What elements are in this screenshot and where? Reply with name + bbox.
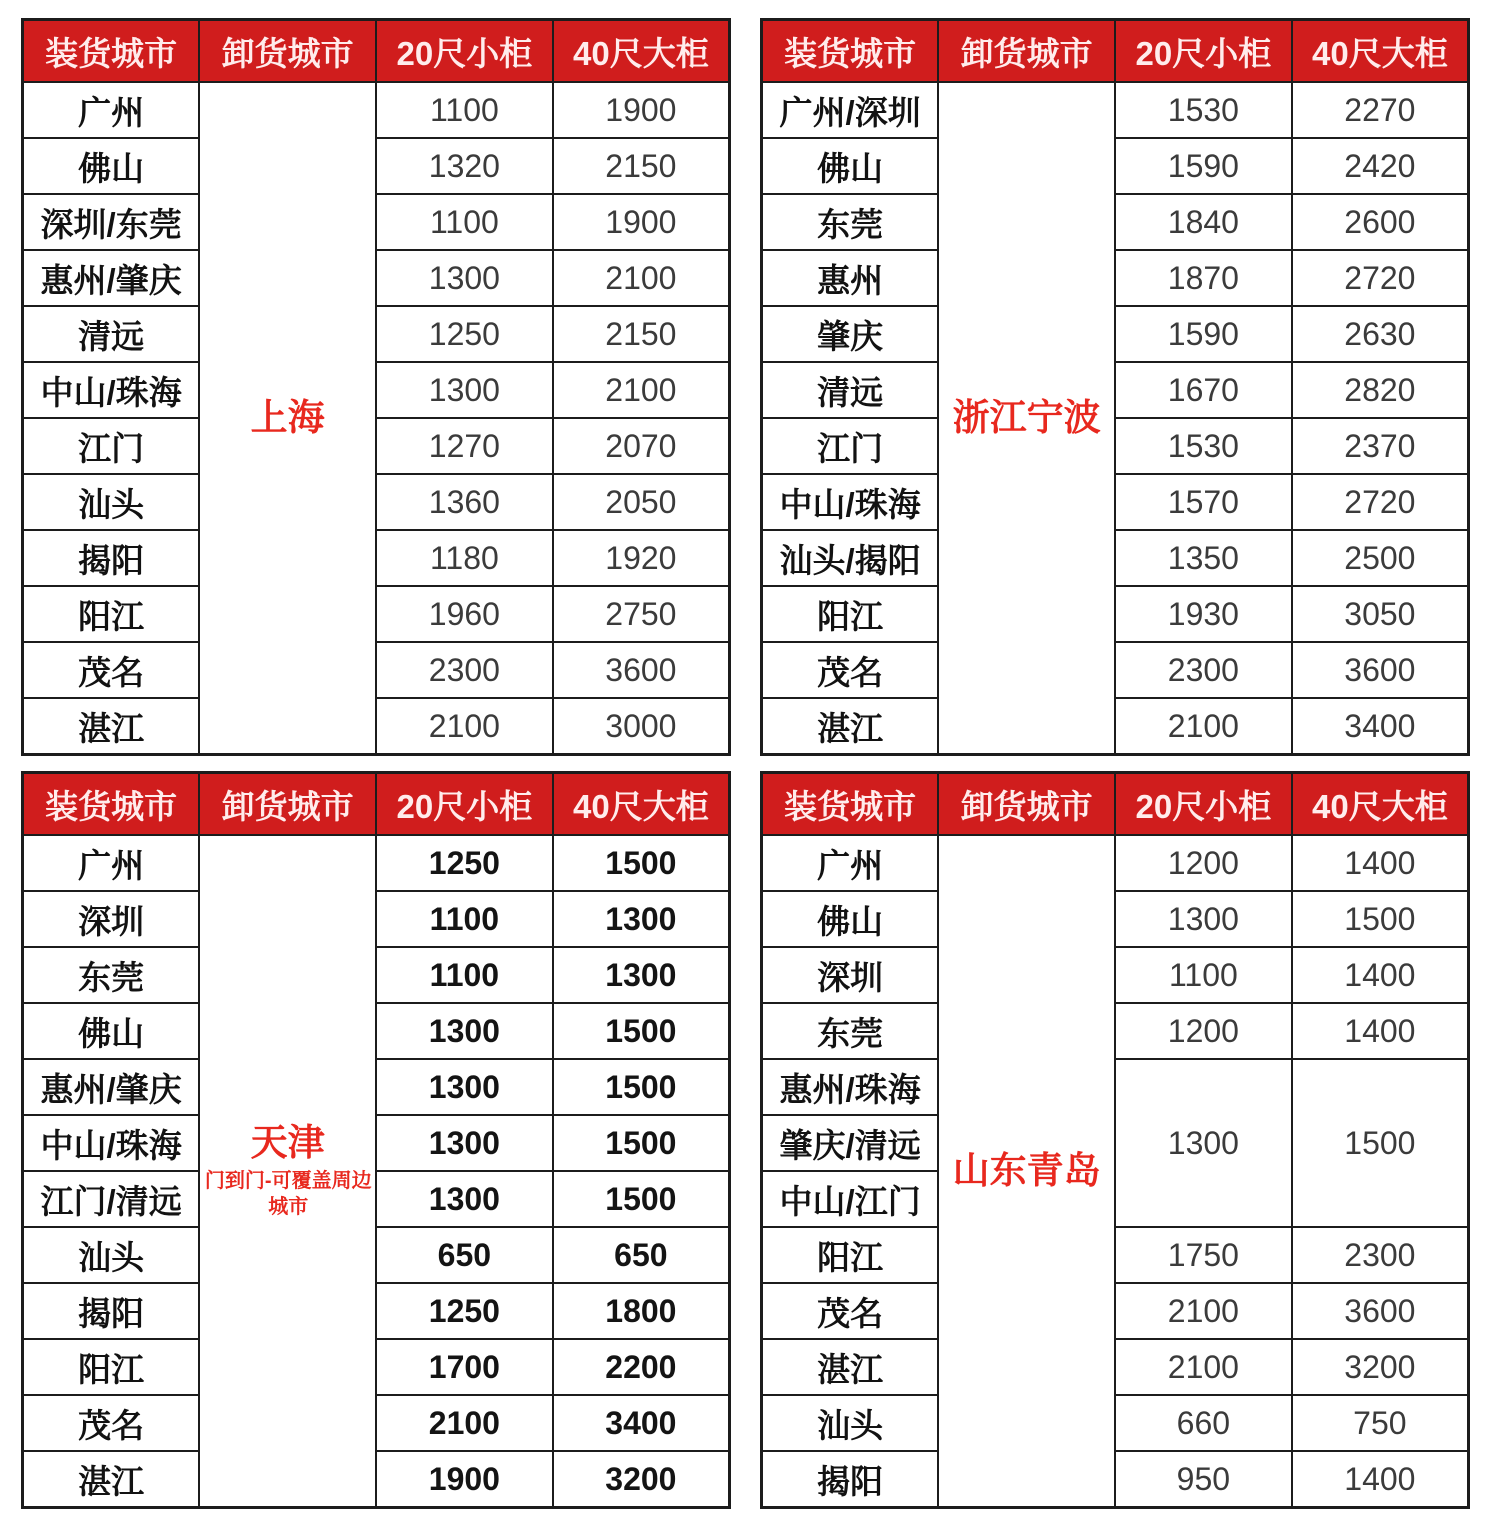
price-40ft-cell: 1500 xyxy=(553,1003,730,1059)
table-body xyxy=(23,835,730,1508)
table-row xyxy=(762,835,1469,891)
price-40ft-cell: 2270 xyxy=(1292,82,1469,138)
loading-city-cell: 广州 xyxy=(23,835,200,891)
price-20ft-cell: 1250 xyxy=(376,306,553,362)
price-40ft-cell: 1500 xyxy=(553,1171,730,1227)
table-row xyxy=(23,362,730,418)
price-20ft-cell: 1300 xyxy=(376,1059,553,1115)
price-40ft-cell: 2720 xyxy=(1292,474,1469,530)
table-row xyxy=(762,1003,1469,1059)
price-40ft-cell: 750 xyxy=(1292,1395,1469,1451)
price-20ft-cell: 1320 xyxy=(376,138,553,194)
loading-city-cell: 阳江 xyxy=(23,586,200,642)
loading-city-cell: 茂名 xyxy=(23,642,200,698)
loading-city-cell: 茂名 xyxy=(762,1283,939,1339)
unloading-city-cell xyxy=(938,82,1115,755)
table-row xyxy=(762,698,1469,755)
col-header-unloading-city: 卸货城市 xyxy=(938,773,1115,836)
price-20ft-cell: 1200 xyxy=(1115,1003,1292,1059)
loading-city-cell: 江门/清远 xyxy=(23,1171,200,1227)
table-row xyxy=(23,530,730,586)
loading-city-cell: 佛山 xyxy=(762,138,939,194)
price-40ft-cell: 2750 xyxy=(553,586,730,642)
price-40ft-cell: 1400 xyxy=(1292,835,1469,891)
table-row xyxy=(762,642,1469,698)
price-40ft-cell: 3000 xyxy=(553,698,730,755)
loading-city-cell: 广州 xyxy=(23,82,200,138)
price-40ft-cell: 3200 xyxy=(553,1451,730,1508)
loading-city-cell: 广州 xyxy=(762,835,939,891)
unloading-city-cell xyxy=(199,835,376,1508)
table-row xyxy=(762,530,1469,586)
table-row xyxy=(762,306,1469,362)
col-header-20ft-container: 20尺小柜 xyxy=(376,20,553,83)
price-20ft-cell: 1200 xyxy=(1115,835,1292,891)
loading-city-cell: 江门 xyxy=(762,418,939,474)
price-40ft-cell: 1500 xyxy=(553,1115,730,1171)
price-40ft-cell: 3050 xyxy=(1292,586,1469,642)
price-40ft-cell: 650 xyxy=(553,1227,730,1283)
header-row xyxy=(23,20,730,83)
table-row xyxy=(762,1059,1469,1115)
price-40ft-cell: 3600 xyxy=(553,642,730,698)
table-row xyxy=(23,1451,730,1508)
table-row xyxy=(23,1171,730,1227)
unloading-city-cell xyxy=(199,82,376,755)
price-40ft-cell: 1900 xyxy=(553,194,730,250)
loading-city-cell: 茂名 xyxy=(23,1395,200,1451)
price-20ft-cell: 2300 xyxy=(376,642,553,698)
price-20ft-cell: 1570 xyxy=(1115,474,1292,530)
price-20ft-cell: 1100 xyxy=(1115,947,1292,1003)
price-40ft-cell: 2150 xyxy=(553,306,730,362)
price-20ft-cell: 1100 xyxy=(376,891,553,947)
freight-table-tianjin xyxy=(21,771,731,1509)
table-row xyxy=(23,1059,730,1115)
col-header-loading-city: 装货城市 xyxy=(762,20,939,83)
col-header-unloading-city: 卸货城市 xyxy=(199,20,376,83)
loading-city-cell: 佛山 xyxy=(762,891,939,947)
table-row xyxy=(23,194,730,250)
table-row xyxy=(23,474,730,530)
price-40ft-cell: 3600 xyxy=(1292,1283,1469,1339)
col-header-loading-city: 装货城市 xyxy=(762,773,939,836)
table-row xyxy=(762,586,1469,642)
header-row xyxy=(762,773,1469,836)
table-row xyxy=(762,1451,1469,1508)
table-row xyxy=(762,194,1469,250)
col-header-40ft-container: 40尺大柜 xyxy=(553,20,730,83)
col-header-20ft-container: 20尺小柜 xyxy=(1115,773,1292,836)
table-row xyxy=(23,1283,730,1339)
loading-city-cell: 惠州/珠海 xyxy=(762,1059,939,1115)
price-20ft-cell: 1300 xyxy=(376,362,553,418)
loading-city-cell: 清远 xyxy=(762,362,939,418)
loading-city-cell: 深圳 xyxy=(23,891,200,947)
price-20ft-cell: 1100 xyxy=(376,947,553,1003)
price-20ft-cell: 1270 xyxy=(376,418,553,474)
price-20ft-cell: 1670 xyxy=(1115,362,1292,418)
unloading-city-cell xyxy=(938,835,1115,1508)
table-row xyxy=(762,250,1469,306)
price-20ft-cell: 2300 xyxy=(1115,642,1292,698)
table-row xyxy=(762,947,1469,1003)
loading-city-cell: 湛江 xyxy=(762,1339,939,1395)
table-row xyxy=(762,1227,1469,1283)
table-row xyxy=(23,835,730,891)
table-row xyxy=(23,642,730,698)
price-40ft-cell: 2050 xyxy=(553,474,730,530)
price-40ft-cell: 3400 xyxy=(1292,698,1469,755)
price-20ft-cell: 2100 xyxy=(376,1395,553,1451)
loading-city-cell: 东莞 xyxy=(762,194,939,250)
loading-city-cell: 湛江 xyxy=(23,698,200,755)
price-40ft-cell: 1500 xyxy=(1292,1059,1469,1227)
price-20ft-cell: 1300 xyxy=(1115,1059,1292,1227)
price-20ft-cell: 1350 xyxy=(1115,530,1292,586)
price-40ft-cell: 1300 xyxy=(553,947,730,1003)
loading-city-cell: 江门 xyxy=(23,418,200,474)
price-40ft-cell: 3400 xyxy=(553,1395,730,1451)
price-40ft-cell: 2300 xyxy=(1292,1227,1469,1283)
col-header-unloading-city: 卸货城市 xyxy=(199,773,376,836)
price-20ft-cell: 1300 xyxy=(376,1115,553,1171)
col-header-20ft-container: 20尺小柜 xyxy=(376,773,553,836)
loading-city-cell: 阳江 xyxy=(762,586,939,642)
price-40ft-cell: 1500 xyxy=(553,835,730,891)
price-20ft-cell: 1100 xyxy=(376,82,553,138)
price-20ft-cell: 1590 xyxy=(1115,138,1292,194)
price-20ft-cell: 1930 xyxy=(1115,586,1292,642)
table-row xyxy=(23,698,730,755)
price-20ft-cell: 1250 xyxy=(376,1283,553,1339)
destination-label: 浙江宁波 xyxy=(952,396,1101,438)
col-header-unloading-city: 卸货城市 xyxy=(938,20,1115,83)
price-40ft-cell: 1800 xyxy=(553,1283,730,1339)
freight-table-qingdao xyxy=(760,771,1470,1509)
table-row xyxy=(23,1395,730,1451)
table-row xyxy=(23,250,730,306)
price-40ft-cell: 2100 xyxy=(553,250,730,306)
price-40ft-cell: 2150 xyxy=(553,138,730,194)
price-20ft-cell: 950 xyxy=(1115,1451,1292,1508)
destination-label: 山东青岛 xyxy=(952,1149,1101,1191)
table-row xyxy=(762,1339,1469,1395)
price-40ft-cell: 2820 xyxy=(1292,362,1469,418)
table-body xyxy=(762,82,1469,755)
price-40ft-cell: 1500 xyxy=(553,1059,730,1115)
table-row xyxy=(23,82,730,138)
price-40ft-cell: 2500 xyxy=(1292,530,1469,586)
col-header-40ft-container: 40尺大柜 xyxy=(1292,773,1469,836)
table-row xyxy=(762,891,1469,947)
table-row xyxy=(762,1283,1469,1339)
table-row xyxy=(762,1395,1469,1451)
header-row xyxy=(23,773,730,836)
price-40ft-cell: 1400 xyxy=(1292,947,1469,1003)
loading-city-cell: 茂名 xyxy=(762,642,939,698)
table-row xyxy=(23,138,730,194)
loading-city-cell: 中山/珠海 xyxy=(762,474,939,530)
table-row xyxy=(23,947,730,1003)
price-20ft-cell: 1360 xyxy=(376,474,553,530)
price-40ft-cell: 2370 xyxy=(1292,418,1469,474)
loading-city-cell: 阳江 xyxy=(23,1339,200,1395)
loading-city-cell: 佛山 xyxy=(23,138,200,194)
col-header-20ft-container: 20尺小柜 xyxy=(1115,20,1292,83)
table-row xyxy=(23,1003,730,1059)
table-row xyxy=(762,82,1469,138)
table-row xyxy=(23,1115,730,1171)
loading-city-cell: 惠州/肇庆 xyxy=(23,250,200,306)
table-row xyxy=(23,1227,730,1283)
loading-city-cell: 佛山 xyxy=(23,1003,200,1059)
price-20ft-cell: 2100 xyxy=(376,698,553,755)
loading-city-cell: 惠州 xyxy=(762,250,939,306)
loading-city-cell: 湛江 xyxy=(762,698,939,755)
col-header-40ft-container: 40尺大柜 xyxy=(1292,20,1469,83)
loading-city-cell: 揭阳 xyxy=(762,1451,939,1508)
price-20ft-cell: 1180 xyxy=(376,530,553,586)
header-row xyxy=(762,20,1469,83)
price-40ft-cell: 1500 xyxy=(1292,891,1469,947)
price-20ft-cell: 1590 xyxy=(1115,306,1292,362)
table-row xyxy=(762,362,1469,418)
price-40ft-cell: 1400 xyxy=(1292,1003,1469,1059)
price-40ft-cell: 2600 xyxy=(1292,194,1469,250)
price-20ft-cell: 1250 xyxy=(376,835,553,891)
table-row xyxy=(23,306,730,362)
loading-city-cell: 汕头 xyxy=(23,474,200,530)
price-20ft-cell: 1300 xyxy=(376,1003,553,1059)
price-20ft-cell: 1960 xyxy=(376,586,553,642)
loading-city-cell: 中山/珠海 xyxy=(23,1115,200,1171)
price-40ft-cell: 2070 xyxy=(553,418,730,474)
loading-city-cell: 揭阳 xyxy=(23,1283,200,1339)
col-header-40ft-container: 40尺大柜 xyxy=(553,773,730,836)
loading-city-cell: 湛江 xyxy=(23,1451,200,1508)
price-20ft-cell: 650 xyxy=(376,1227,553,1283)
table-row xyxy=(762,138,1469,194)
table-body xyxy=(23,82,730,755)
price-40ft-cell: 2720 xyxy=(1292,250,1469,306)
price-20ft-cell: 2100 xyxy=(1115,1283,1292,1339)
freight-table-ningbo xyxy=(760,18,1470,756)
loading-city-cell: 广州/深圳 xyxy=(762,82,939,138)
price-20ft-cell: 1530 xyxy=(1115,82,1292,138)
price-40ft-cell: 2420 xyxy=(1292,138,1469,194)
loading-city-cell: 中山/江门 xyxy=(762,1171,939,1227)
price-20ft-cell: 1700 xyxy=(376,1339,553,1395)
price-40ft-cell: 2200 xyxy=(553,1339,730,1395)
loading-city-cell: 清远 xyxy=(23,306,200,362)
table-row xyxy=(23,418,730,474)
price-20ft-cell: 1840 xyxy=(1115,194,1292,250)
price-20ft-cell: 1300 xyxy=(1115,891,1292,947)
loading-city-cell: 东莞 xyxy=(762,1003,939,1059)
table-row xyxy=(762,474,1469,530)
price-20ft-cell: 2100 xyxy=(1115,698,1292,755)
table-row xyxy=(762,418,1469,474)
price-40ft-cell: 2100 xyxy=(553,362,730,418)
col-header-loading-city: 装货城市 xyxy=(23,20,200,83)
loading-city-cell: 揭阳 xyxy=(23,530,200,586)
price-40ft-cell: 1400 xyxy=(1292,1451,1469,1508)
loading-city-cell: 肇庆 xyxy=(762,306,939,362)
loading-city-cell: 汕头 xyxy=(23,1227,200,1283)
price-20ft-cell: 1750 xyxy=(1115,1227,1292,1283)
table-body xyxy=(762,835,1469,1508)
loading-city-cell: 惠州/肇庆 xyxy=(23,1059,200,1115)
price-20ft-cell: 1530 xyxy=(1115,418,1292,474)
price-20ft-cell: 660 xyxy=(1115,1395,1292,1451)
freight-table-shanghai xyxy=(21,18,731,756)
destination-label: 天津 xyxy=(250,1121,325,1163)
tables-grid xyxy=(21,18,1470,1509)
loading-city-cell: 汕头 xyxy=(762,1395,939,1451)
loading-city-cell: 深圳 xyxy=(762,947,939,1003)
price-40ft-cell: 1920 xyxy=(553,530,730,586)
table-row xyxy=(23,891,730,947)
loading-city-cell: 东莞 xyxy=(23,947,200,1003)
price-40ft-cell: 3600 xyxy=(1292,642,1469,698)
destination-label: 上海 xyxy=(250,396,325,438)
loading-city-cell: 肇庆/清远 xyxy=(762,1115,939,1171)
price-20ft-cell: 1870 xyxy=(1115,250,1292,306)
price-20ft-cell: 1900 xyxy=(376,1451,553,1508)
table-row xyxy=(23,586,730,642)
loading-city-cell: 汕头/揭阳 xyxy=(762,530,939,586)
price-20ft-cell: 1300 xyxy=(376,1171,553,1227)
price-20ft-cell: 1300 xyxy=(376,250,553,306)
price-40ft-cell: 1900 xyxy=(553,82,730,138)
loading-city-cell: 深圳/东莞 xyxy=(23,194,200,250)
price-40ft-cell: 3200 xyxy=(1292,1339,1469,1395)
price-40ft-cell: 2630 xyxy=(1292,306,1469,362)
loading-city-cell: 中山/珠海 xyxy=(23,362,200,418)
col-header-loading-city: 装货城市 xyxy=(23,773,200,836)
price-20ft-cell: 1100 xyxy=(376,194,553,250)
destination-note: 门到门-可覆盖周边城市 xyxy=(204,1170,372,1219)
price-40ft-cell: 1300 xyxy=(553,891,730,947)
price-20ft-cell: 2100 xyxy=(1115,1339,1292,1395)
table-row xyxy=(23,1339,730,1395)
loading-city-cell: 阳江 xyxy=(762,1227,939,1283)
